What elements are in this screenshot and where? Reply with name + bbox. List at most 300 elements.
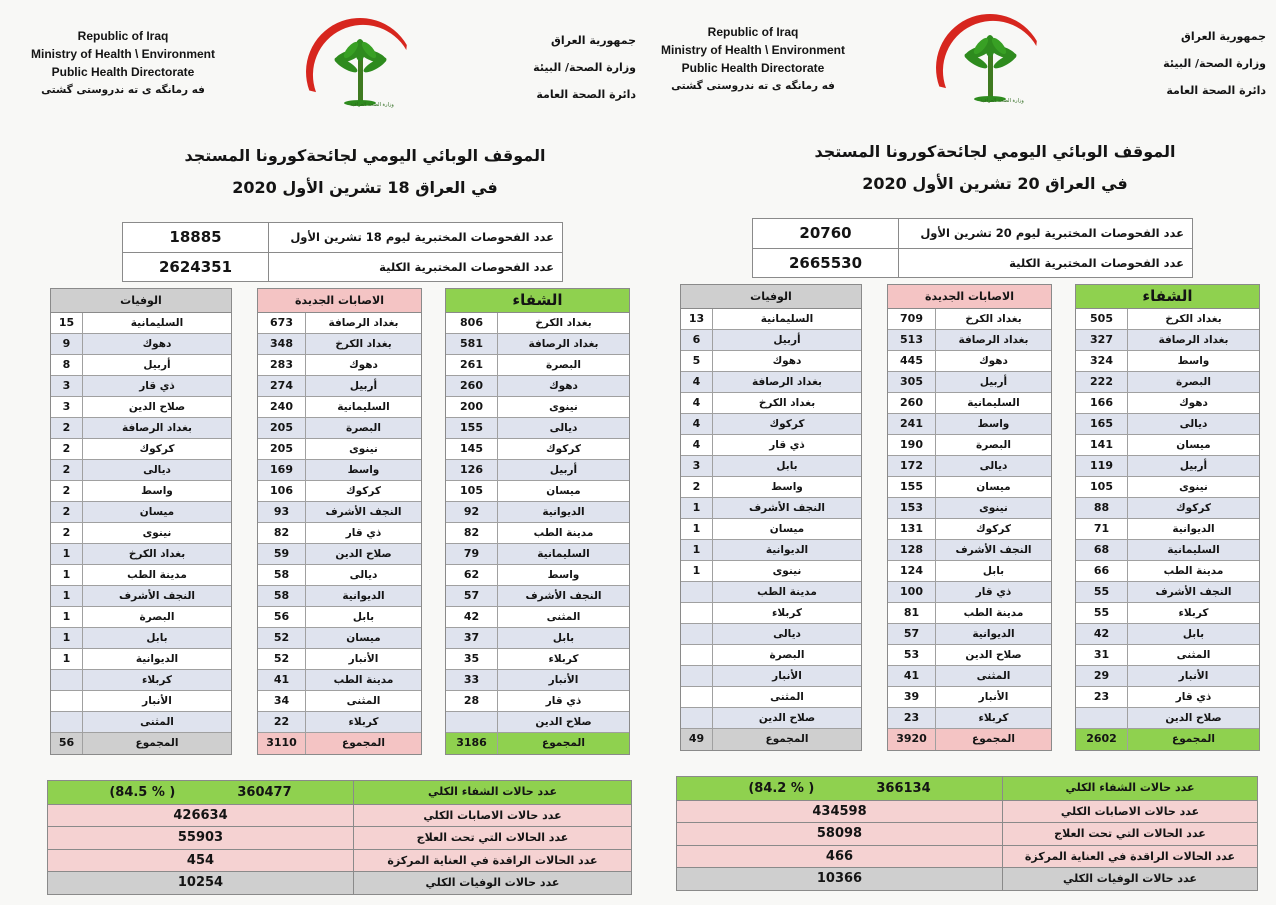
province-name: واسط xyxy=(547,569,580,581)
count-value: 55 xyxy=(1076,603,1128,623)
table-row xyxy=(51,355,231,376)
total-value: 2602 xyxy=(1076,729,1128,750)
summary-value: 366134 xyxy=(876,780,931,796)
count-value: 283 xyxy=(258,355,306,375)
count-value xyxy=(681,708,713,728)
table-row xyxy=(51,670,231,691)
province-name: واسط xyxy=(771,481,803,493)
count-value: 82 xyxy=(258,523,306,543)
province-name: ديالى xyxy=(549,422,578,434)
province-name: صلاح الدين xyxy=(535,716,592,728)
count-value: 145 xyxy=(446,439,498,459)
province-name: كركوك xyxy=(976,523,1011,535)
province-name: بغداد الرصافة xyxy=(528,338,599,350)
table-row xyxy=(681,666,861,687)
table-row xyxy=(258,649,421,670)
table-row xyxy=(1076,351,1259,372)
count-value: 88 xyxy=(1076,498,1128,518)
province-name: نينوى xyxy=(979,502,1008,514)
table-row xyxy=(446,439,629,460)
province-name: البصرة xyxy=(769,649,805,661)
summary-value: 434598 xyxy=(812,803,867,819)
table-row xyxy=(51,502,231,523)
report-date-subtitle: في العراق 18 تشرين الأول 2020 xyxy=(232,178,498,197)
report-date-subtitle: في العراق 20 تشرين الأول 2020 xyxy=(862,174,1128,193)
summary-value-cell xyxy=(48,781,354,804)
count-value: 105 xyxy=(1076,477,1128,497)
table-row xyxy=(258,607,421,628)
province-name: كركوك xyxy=(139,443,175,455)
table-row xyxy=(681,687,861,708)
table-row xyxy=(888,519,1051,540)
count-value: 68 xyxy=(1076,540,1128,560)
table-row xyxy=(681,330,861,351)
count-value: 2 xyxy=(51,460,83,480)
table-row xyxy=(51,460,231,481)
count-value: 1 xyxy=(681,561,713,581)
province-name: الديوانية xyxy=(542,506,585,518)
count-value: 41 xyxy=(888,666,936,686)
province-name: الديوانية xyxy=(135,653,179,665)
province-name: ميسان xyxy=(769,523,805,535)
count-value: 169 xyxy=(258,460,306,480)
province-name: دهوك xyxy=(1179,397,1208,409)
count-value: 9 xyxy=(51,334,83,354)
table-row xyxy=(1076,582,1259,603)
count-value xyxy=(51,670,83,690)
province-name: أربيل xyxy=(773,334,801,346)
count-value: 39 xyxy=(888,687,936,707)
count-value: 93 xyxy=(258,502,306,522)
table-row xyxy=(1076,372,1259,393)
recovered-table xyxy=(445,288,630,755)
province-name: المثنى xyxy=(770,691,804,703)
table-row xyxy=(681,498,861,519)
province-name: الديوانية xyxy=(342,590,385,602)
table-row xyxy=(681,624,861,645)
province-name: البصرة xyxy=(346,422,381,434)
table-row xyxy=(446,397,629,418)
count-value: 58 xyxy=(258,586,306,606)
count-value xyxy=(681,666,713,686)
province-name: نينوى xyxy=(142,527,172,539)
province-name: البصرة xyxy=(546,359,581,371)
count-value: 52 xyxy=(258,628,306,648)
ministry-logo xyxy=(296,14,426,114)
summary-label: عدد حالات الشفاء الكلي xyxy=(428,785,557,798)
count-value: 1 xyxy=(51,565,83,585)
ministry-header-english xyxy=(648,23,858,95)
table-row xyxy=(446,544,629,565)
province-name: النجف الأشرف xyxy=(1155,586,1232,598)
count-value xyxy=(681,624,713,644)
total-label: المجموع xyxy=(342,737,385,749)
summary-value-cell xyxy=(48,827,354,849)
province-name: أربيل xyxy=(1179,460,1208,472)
table-row xyxy=(51,565,231,586)
province-name: بغداد الكرخ xyxy=(965,313,1022,325)
count-value: 5 xyxy=(681,351,713,371)
table-row xyxy=(258,481,421,502)
province-name: صلاح الدين xyxy=(1165,712,1222,724)
province-name: بغداد الرصافة xyxy=(1158,334,1229,346)
table-row xyxy=(681,477,861,498)
count-value: 505 xyxy=(1076,309,1128,329)
province-name: السليمانية xyxy=(1167,544,1220,556)
province-name: الأنبار xyxy=(548,674,579,686)
summary-value-cell xyxy=(677,846,1003,868)
total-value: 56 xyxy=(51,733,83,754)
province-name: بابل xyxy=(352,611,375,623)
table-row xyxy=(446,481,629,502)
table-row xyxy=(446,649,629,670)
table-row xyxy=(446,334,629,355)
table-row xyxy=(888,624,1051,645)
count-value: 31 xyxy=(1076,645,1128,665)
table-row xyxy=(681,645,861,666)
summary-label: عدد حالات الاصابات الكلي xyxy=(1060,804,1200,818)
table-row xyxy=(51,649,231,670)
table-row xyxy=(258,460,421,481)
summary-label: عدد الحالات الراقدة في العناية المركزة xyxy=(387,853,598,867)
province-name: أربيل xyxy=(349,380,378,392)
header-ar-directorate: دائرة الصحة العامة xyxy=(1166,84,1266,97)
table-row xyxy=(888,309,1051,330)
count-value: 56 xyxy=(258,607,306,627)
count-value: 141 xyxy=(1076,435,1128,455)
province-name: مدينة الطب xyxy=(533,527,594,539)
count-value xyxy=(681,603,713,623)
province-name: أربيل xyxy=(549,464,578,476)
total-tests-value: 2665530 xyxy=(753,249,899,277)
count-value: 8 xyxy=(51,355,83,375)
table-row xyxy=(1076,645,1259,666)
count-value: 2 xyxy=(681,477,713,497)
count-value: 3 xyxy=(51,376,83,396)
province-name: المثنى xyxy=(546,611,581,623)
summary-box xyxy=(47,780,632,895)
summary-row xyxy=(48,849,631,872)
count-value: 82 xyxy=(446,523,498,543)
province-name: واسط xyxy=(347,464,380,476)
table-row xyxy=(681,603,861,624)
table-row xyxy=(1076,456,1259,477)
province-name: بغداد الكرخ xyxy=(1165,313,1222,325)
province-name: المثنى xyxy=(1176,649,1211,661)
daily-tests-value: 18885 xyxy=(123,223,269,252)
table-row xyxy=(446,607,629,628)
province-name: مدينة الطب xyxy=(963,607,1024,619)
table-row xyxy=(1076,540,1259,561)
count-value: 71 xyxy=(1076,519,1128,539)
summary-value: 55903 xyxy=(177,830,224,846)
table-row xyxy=(258,628,421,649)
table-row xyxy=(888,372,1051,393)
province-name: دهوك xyxy=(979,355,1008,367)
province-name: النجف الأشرف xyxy=(525,590,602,602)
table-row xyxy=(258,565,421,586)
total-row xyxy=(51,733,231,754)
summary-value: 58098 xyxy=(816,826,863,842)
total-row xyxy=(681,729,861,750)
province-name: البصرة xyxy=(139,611,175,623)
count-value: 81 xyxy=(888,603,936,623)
province-name: ذي قار xyxy=(1175,691,1212,703)
province-name: ذي قار xyxy=(345,527,382,539)
table-row xyxy=(446,712,629,733)
count-value: 4 xyxy=(681,372,713,392)
lab-tests-box xyxy=(122,222,563,282)
province-name: صلاح الدين xyxy=(758,712,816,724)
summary-value-cell xyxy=(677,868,1003,890)
total-tests-value: 2624351 xyxy=(123,253,269,281)
count-value: 327 xyxy=(1076,330,1128,350)
summary-label: عدد الحالات الراقدة في العناية المركزة xyxy=(1024,849,1236,863)
count-value: 42 xyxy=(446,607,498,627)
table-row xyxy=(888,540,1051,561)
table-row xyxy=(51,481,231,502)
province-name: الديوانية xyxy=(765,544,809,556)
table-row xyxy=(888,414,1051,435)
count-value: 1 xyxy=(681,540,713,560)
province-name: الديوانية xyxy=(1172,523,1215,535)
table-row xyxy=(51,376,231,397)
province-name: بابل xyxy=(1182,628,1205,640)
table-row xyxy=(51,334,231,355)
count-value: 42 xyxy=(1076,624,1128,644)
province-name: كربلاء xyxy=(142,674,172,686)
table-header: الاصابات الجديدة xyxy=(888,285,1051,309)
header-kurdish-directorate: فه رمانگه ى ته ندروستى گشتى xyxy=(41,84,205,96)
province-name: السليمانية xyxy=(130,317,184,329)
summary-value: 10366 xyxy=(816,871,863,887)
count-value xyxy=(681,687,713,707)
table-row xyxy=(258,691,421,712)
header-kurdish-directorate: فه رمانگه ى ته ندروستى گشتى xyxy=(671,80,835,92)
count-value: 1 xyxy=(51,586,83,606)
ministry-header-arabic xyxy=(516,27,636,108)
table-header: الاصابات الجديدة xyxy=(258,289,421,313)
count-value: 119 xyxy=(1076,456,1128,476)
total-value: 3110 xyxy=(258,733,306,754)
table-row xyxy=(446,418,629,439)
count-value: 57 xyxy=(888,624,936,644)
header-en-directorate: Public Health Directorate xyxy=(51,65,195,79)
table-row xyxy=(1076,603,1259,624)
province-name: واسط xyxy=(141,485,173,497)
table-row xyxy=(51,607,231,628)
province-name: بغداد الكرخ xyxy=(335,338,392,350)
count-value: 2 xyxy=(51,439,83,459)
table-row xyxy=(51,397,231,418)
province-name: ذي قار xyxy=(975,586,1012,598)
logo-caption: وزارة الصحة العراقية xyxy=(980,98,1024,104)
count-value: 4 xyxy=(681,393,713,413)
province-name: المثنى xyxy=(976,670,1011,682)
province-name: دهوك xyxy=(142,338,172,350)
table-row xyxy=(888,393,1051,414)
table-row xyxy=(1076,624,1259,645)
count-value: 52 xyxy=(258,649,306,669)
table-row xyxy=(1076,561,1259,582)
province-name: بابل xyxy=(776,460,798,472)
count-value: 128 xyxy=(888,540,936,560)
province-name: دهوك xyxy=(349,359,378,371)
table-row xyxy=(446,628,629,649)
summary-row xyxy=(48,804,631,827)
count-value: 13 xyxy=(681,309,713,329)
summary-value-cell xyxy=(677,823,1003,845)
province-name: كربلاء xyxy=(978,712,1009,724)
province-name: بغداد الرصافة xyxy=(328,317,399,329)
table-row xyxy=(1076,435,1259,456)
table-row xyxy=(258,544,421,565)
province-name: دهوك xyxy=(549,380,578,392)
total-label: المجموع xyxy=(542,737,585,749)
table-row xyxy=(1076,666,1259,687)
province-name: الأنبار xyxy=(978,691,1009,703)
province-name: السليمانية xyxy=(337,401,390,413)
table-row xyxy=(258,439,421,460)
summary-row xyxy=(677,822,1257,845)
province-name: بغداد الكرخ xyxy=(758,397,816,409)
summary-row xyxy=(48,871,631,894)
province-name: بابل xyxy=(552,632,575,644)
table-row xyxy=(681,414,861,435)
count-value: 66 xyxy=(1076,561,1128,581)
count-value: 23 xyxy=(888,708,936,728)
count-value: 35 xyxy=(446,649,498,669)
province-name: نينوى xyxy=(1179,481,1208,493)
province-name: ديالى xyxy=(979,460,1008,472)
count-value: 57 xyxy=(446,586,498,606)
palm-logo-icon xyxy=(296,14,426,114)
province-name: ميسان xyxy=(139,506,175,518)
table-row xyxy=(888,582,1051,603)
count-value: 37 xyxy=(446,628,498,648)
table-row xyxy=(1076,477,1259,498)
recovery-percent: (84.2 % ) xyxy=(748,780,815,796)
summary-value: 454 xyxy=(186,852,215,868)
count-value: 33 xyxy=(446,670,498,690)
table-row xyxy=(888,477,1051,498)
header-en-ministry: Ministry of Health \ Environment xyxy=(660,43,846,57)
count-value: 205 xyxy=(258,418,306,438)
total-value: 3920 xyxy=(888,729,936,750)
count-value: 1 xyxy=(681,519,713,539)
logo-caption: وزارة الصحة العراقية xyxy=(350,102,394,108)
summary-label: عدد الحالات التي تحت العلاج xyxy=(1054,827,1206,840)
deaths-table xyxy=(680,284,862,751)
total-row xyxy=(446,733,629,754)
summary-row xyxy=(677,800,1257,823)
table-row xyxy=(446,460,629,481)
report-title: الموقف الوبائي اليومي لجائحةكورونا المستجد xyxy=(184,146,546,165)
table-row xyxy=(888,708,1051,729)
table-row xyxy=(446,565,629,586)
header-en-ministry: Ministry of Health \ Environment xyxy=(30,47,216,61)
table-row xyxy=(51,418,231,439)
province-name: النجف الأشرف xyxy=(325,506,402,518)
table-row xyxy=(51,712,231,733)
count-value: 105 xyxy=(446,481,498,501)
count-value: 2 xyxy=(51,523,83,543)
table-row xyxy=(446,691,629,712)
summary-value-cell xyxy=(48,805,354,827)
province-name: ميسان xyxy=(546,485,581,497)
province-name: صلاح الدين xyxy=(965,649,1022,661)
province-name: كربلاء xyxy=(548,653,579,665)
count-value: 260 xyxy=(888,393,936,413)
table-row xyxy=(446,502,629,523)
total-row xyxy=(1076,729,1259,750)
table-row xyxy=(51,544,231,565)
province-name: ديالى xyxy=(1179,418,1208,430)
province-name: بغداد الكرخ xyxy=(535,317,592,329)
summary-value-cell xyxy=(677,801,1003,823)
table-row xyxy=(51,628,231,649)
table-row xyxy=(681,372,861,393)
header-ar-ministry: وزارة الصحة/ البيئة xyxy=(533,61,636,74)
count-value: 673 xyxy=(258,313,306,333)
province-name: نينوى xyxy=(349,443,378,455)
header-ar-ministry: وزارة الصحة/ البيئة xyxy=(1163,57,1266,70)
table-row xyxy=(1076,687,1259,708)
count-value: 1 xyxy=(51,628,83,648)
daily-tests-label: عدد الفحوصات المختبرية ليوم 20 تشرين الأول xyxy=(920,226,1184,240)
total-label: المجموع xyxy=(972,733,1015,745)
daily-tests-row xyxy=(123,223,562,252)
count-value: 348 xyxy=(258,334,306,354)
province-name: البصرة xyxy=(976,439,1011,451)
count-value: 55 xyxy=(1076,582,1128,602)
total-tests-label: عدد الفحوصات المختبرية الكلية xyxy=(1009,256,1184,270)
total-label: المجموع xyxy=(1172,733,1215,745)
table-row xyxy=(258,418,421,439)
summary-label: عدد حالات الوفيات الكلي xyxy=(1063,872,1197,885)
summary-box xyxy=(676,776,1258,891)
table-row xyxy=(681,561,861,582)
count-value: 1 xyxy=(51,544,83,564)
table-row xyxy=(258,397,421,418)
count-value: 155 xyxy=(888,477,936,497)
total-row xyxy=(258,733,421,754)
province-name: أربيل xyxy=(979,376,1008,388)
province-name: مدينة الطب xyxy=(127,569,187,581)
total-tests-row xyxy=(123,252,562,281)
table-row xyxy=(51,523,231,544)
province-name: ميسان xyxy=(1176,439,1211,451)
count-value: 6 xyxy=(681,330,713,350)
header-ar-directorate: دائرة الصحة العامة xyxy=(536,88,636,101)
province-name: كركوك xyxy=(546,443,581,455)
count-value: 1 xyxy=(51,649,83,669)
table-row xyxy=(1076,309,1259,330)
count-value: 200 xyxy=(446,397,498,417)
count-value: 22 xyxy=(258,712,306,732)
table-row xyxy=(1076,498,1259,519)
count-value: 709 xyxy=(888,309,936,329)
province-name: النجف الأشرف xyxy=(748,502,826,514)
province-name: الأنبار xyxy=(772,670,802,682)
table-row xyxy=(51,691,231,712)
count-value: 305 xyxy=(888,372,936,392)
province-name: النجف الأشرف xyxy=(955,544,1032,556)
deaths-table xyxy=(50,288,232,755)
count-value: 581 xyxy=(446,334,498,354)
summary-label: عدد حالات الاصابات الكلي xyxy=(423,808,562,822)
count-value: 1 xyxy=(51,607,83,627)
